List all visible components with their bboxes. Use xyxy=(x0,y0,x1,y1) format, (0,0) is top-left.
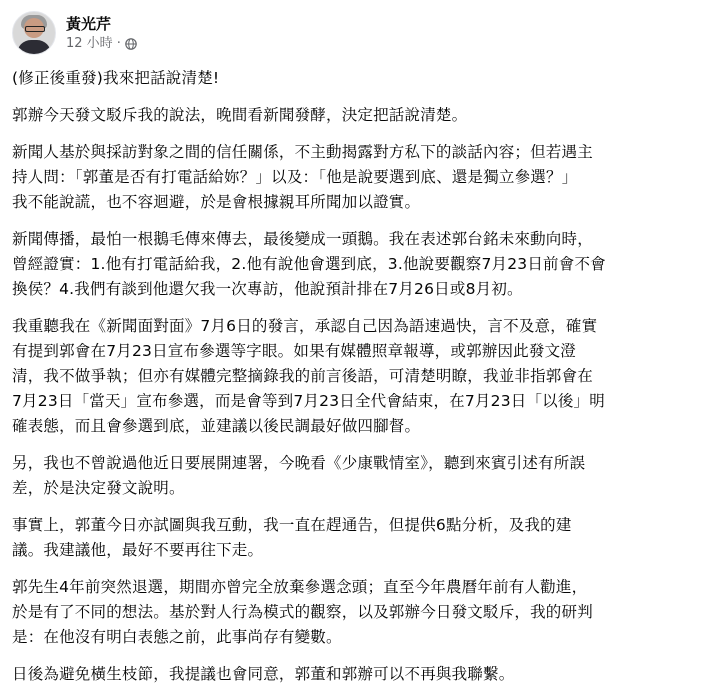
post-body xyxy=(10,66,707,687)
post-paragraph: 日後為避免橫生枝節，我提議也會同意，郭董和郭辦可以不再與我聯繫。 xyxy=(12,665,515,683)
post-paragraph: 我重聽我在《新聞面對面》7月6日的發言，承認自己因為語速過快，言不及意，確實 有提到郭會在7月23日宣布參選等字眼。如果有媒體照章報導，或郭辦因此發文澄 清，我不做爭執；但亦有媒體完整摘錄我的前言後語，可清楚明瞭，我並非指郭會在 7月23日「當天」宣布參選，而是會等到7月23日全代會結束，在7月23日「以後」明 確表態，而且會參選到底，並建議以後民調最好做四腳督。 xyxy=(12,317,605,435)
separator-dot: · xyxy=(116,35,121,51)
post-paragraph: (修正後重發)我來把話說清楚! xyxy=(12,69,220,87)
post-paragraph: 新聞傳播，最怕一根鵝毛傳來傳去，最後變成一頭鵝。我在表述郭台銘未來動向時， 曾經證實：1.他有打電話給我，2.他有說他會選到底，3.他說要觀察7月23日前會不會 換侯？4.我們有談到他還欠我一次專訪，他說預計排在7月26日或8月初。 xyxy=(12,230,606,298)
post-paragraph: 事實上，郭董今日亦試圖與我互動，我一直在趕通告，但提供6點分析，及我的建 議。我建議他，最好不要再往下走。 xyxy=(12,516,572,559)
post-meta xyxy=(66,15,137,52)
timestamp-row xyxy=(66,36,137,52)
post-paragraph: 另，我也不曾說過他近日要展開連署，今晚看《少康戰情室》，聽到來賓引述有所誤 差，於是決定發文說明。 xyxy=(12,454,586,497)
post-time[interactable]: 12 小時 xyxy=(66,35,113,51)
avatar[interactable] xyxy=(12,11,56,55)
author-name[interactable]: 黃光芹 xyxy=(66,14,112,33)
post-header xyxy=(10,0,707,66)
post-paragraph: 郭辦今天發文駁斥我的說法，晚間看新聞發酵，決定把話說清楚。 xyxy=(12,106,468,124)
post-paragraph: 郭先生4年前突然退選，期間亦曾完全放棄參選念頭；直至今年農曆年前有人勸進， 於是有了不同的想法。基於對人行為模式的觀察，以及郭辦今日發文駁斥，我的研判 是：在他沒有明白表態之前，此事尚存有變數。 xyxy=(12,578,593,646)
globe-icon[interactable] xyxy=(125,38,137,50)
post-paragraph: 新聞人基於與採訪對象之間的信任關係，不主動揭露對方私下的談話內容；但若遇主 持人問：「郭董是否有打電話給妳？」以及：「他是說要選到底、還是獨立參選？」 我不能說謊，也不容迴避，於是會根據親耳所聞加以證實。 xyxy=(12,143,593,211)
